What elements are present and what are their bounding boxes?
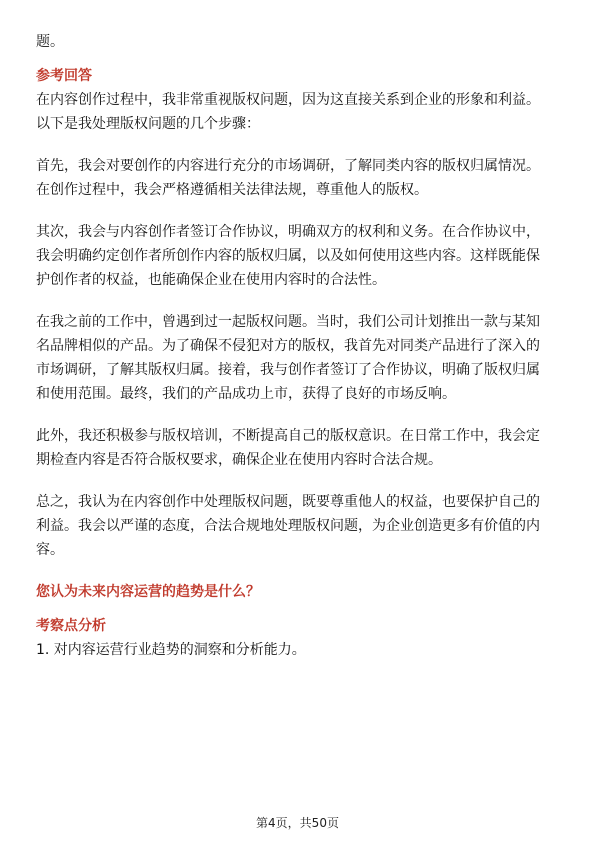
paragraph-line: 容。: [36, 542, 64, 558]
paragraph-line: 护创作者的权益，也能确保企业在使用内容时的合法性。: [36, 272, 386, 288]
paragraph-5: [36, 424, 559, 472]
paragraph-line: 其次，我会与内容创作者签订合作协议，明确双方的权利和义务。在合作协议中，: [36, 224, 540, 240]
paragraph-line: 总之，我认为在内容创作中处理版权问题，既要尊重他人的权益，也要保护自己的: [36, 494, 540, 510]
paragraph-line: 和使用范围。最终，我们的产品成功上市，获得了良好的市场反响。: [36, 386, 456, 402]
analysis-item: 1. 对内容运营行业趋势的洞察和分析能力。: [36, 642, 306, 658]
next-question-heading: 您认为未来内容运营的趋势是什么？: [36, 584, 260, 600]
paragraph-line: 在我之前的工作中，曾遇到过一起版权问题。当时，我们公司计划推出一款与某知: [36, 314, 540, 330]
previous-text-tail: 题。: [36, 34, 64, 50]
paragraph-2: [36, 154, 559, 202]
paragraph-4: [36, 310, 559, 406]
paragraph-line: 我会明确约定创作者所创作内容的版权归属，以及如何使用这些内容。这样既能保: [36, 248, 540, 264]
paragraph-line: 利益。我会以严谨的态度，合法合规地处理版权问题，为企业创造更多有价值的内: [36, 518, 540, 534]
paragraph-line: 期检查内容是否符合版权要求，确保企业在使用内容时合法合规。: [36, 452, 442, 468]
paragraph-line: 首先，我会对要创作的内容进行充分的市场调研，了解同类内容的版权归属情况。: [36, 158, 540, 174]
page-number-footer: 第4页，共50页: [256, 816, 339, 830]
answer-heading: 参考回答: [36, 68, 92, 84]
paragraph-line: 在内容创作过程中，我非常重视版权问题，因为这直接关系到企业的形象和利益。: [36, 92, 540, 108]
paragraph-line: 以下是我处理版权问题的几个步骤：: [36, 116, 260, 132]
analysis-heading: 考察点分析: [36, 618, 106, 634]
paragraph-1: [36, 88, 559, 136]
paragraph-6: [36, 490, 559, 562]
paragraph-line: 在创作过程中，我会严格遵循相关法律法规，尊重他人的版权。: [36, 182, 428, 198]
paragraph-line: 市场调研，了解其版权归属。接着，我与创作者签订了合作协议，明确了版权归属: [36, 362, 540, 378]
document-page: [36, 30, 559, 662]
paragraph-line: 名品牌相似的产品。为了确保不侵犯对方的版权，我首先对同类产品进行了深入的: [36, 338, 540, 354]
paragraph-3: [36, 220, 559, 292]
paragraph-line: 此外，我还积极参与版权培训，不断提高自己的版权意识。在日常工作中，我会定: [36, 428, 540, 444]
